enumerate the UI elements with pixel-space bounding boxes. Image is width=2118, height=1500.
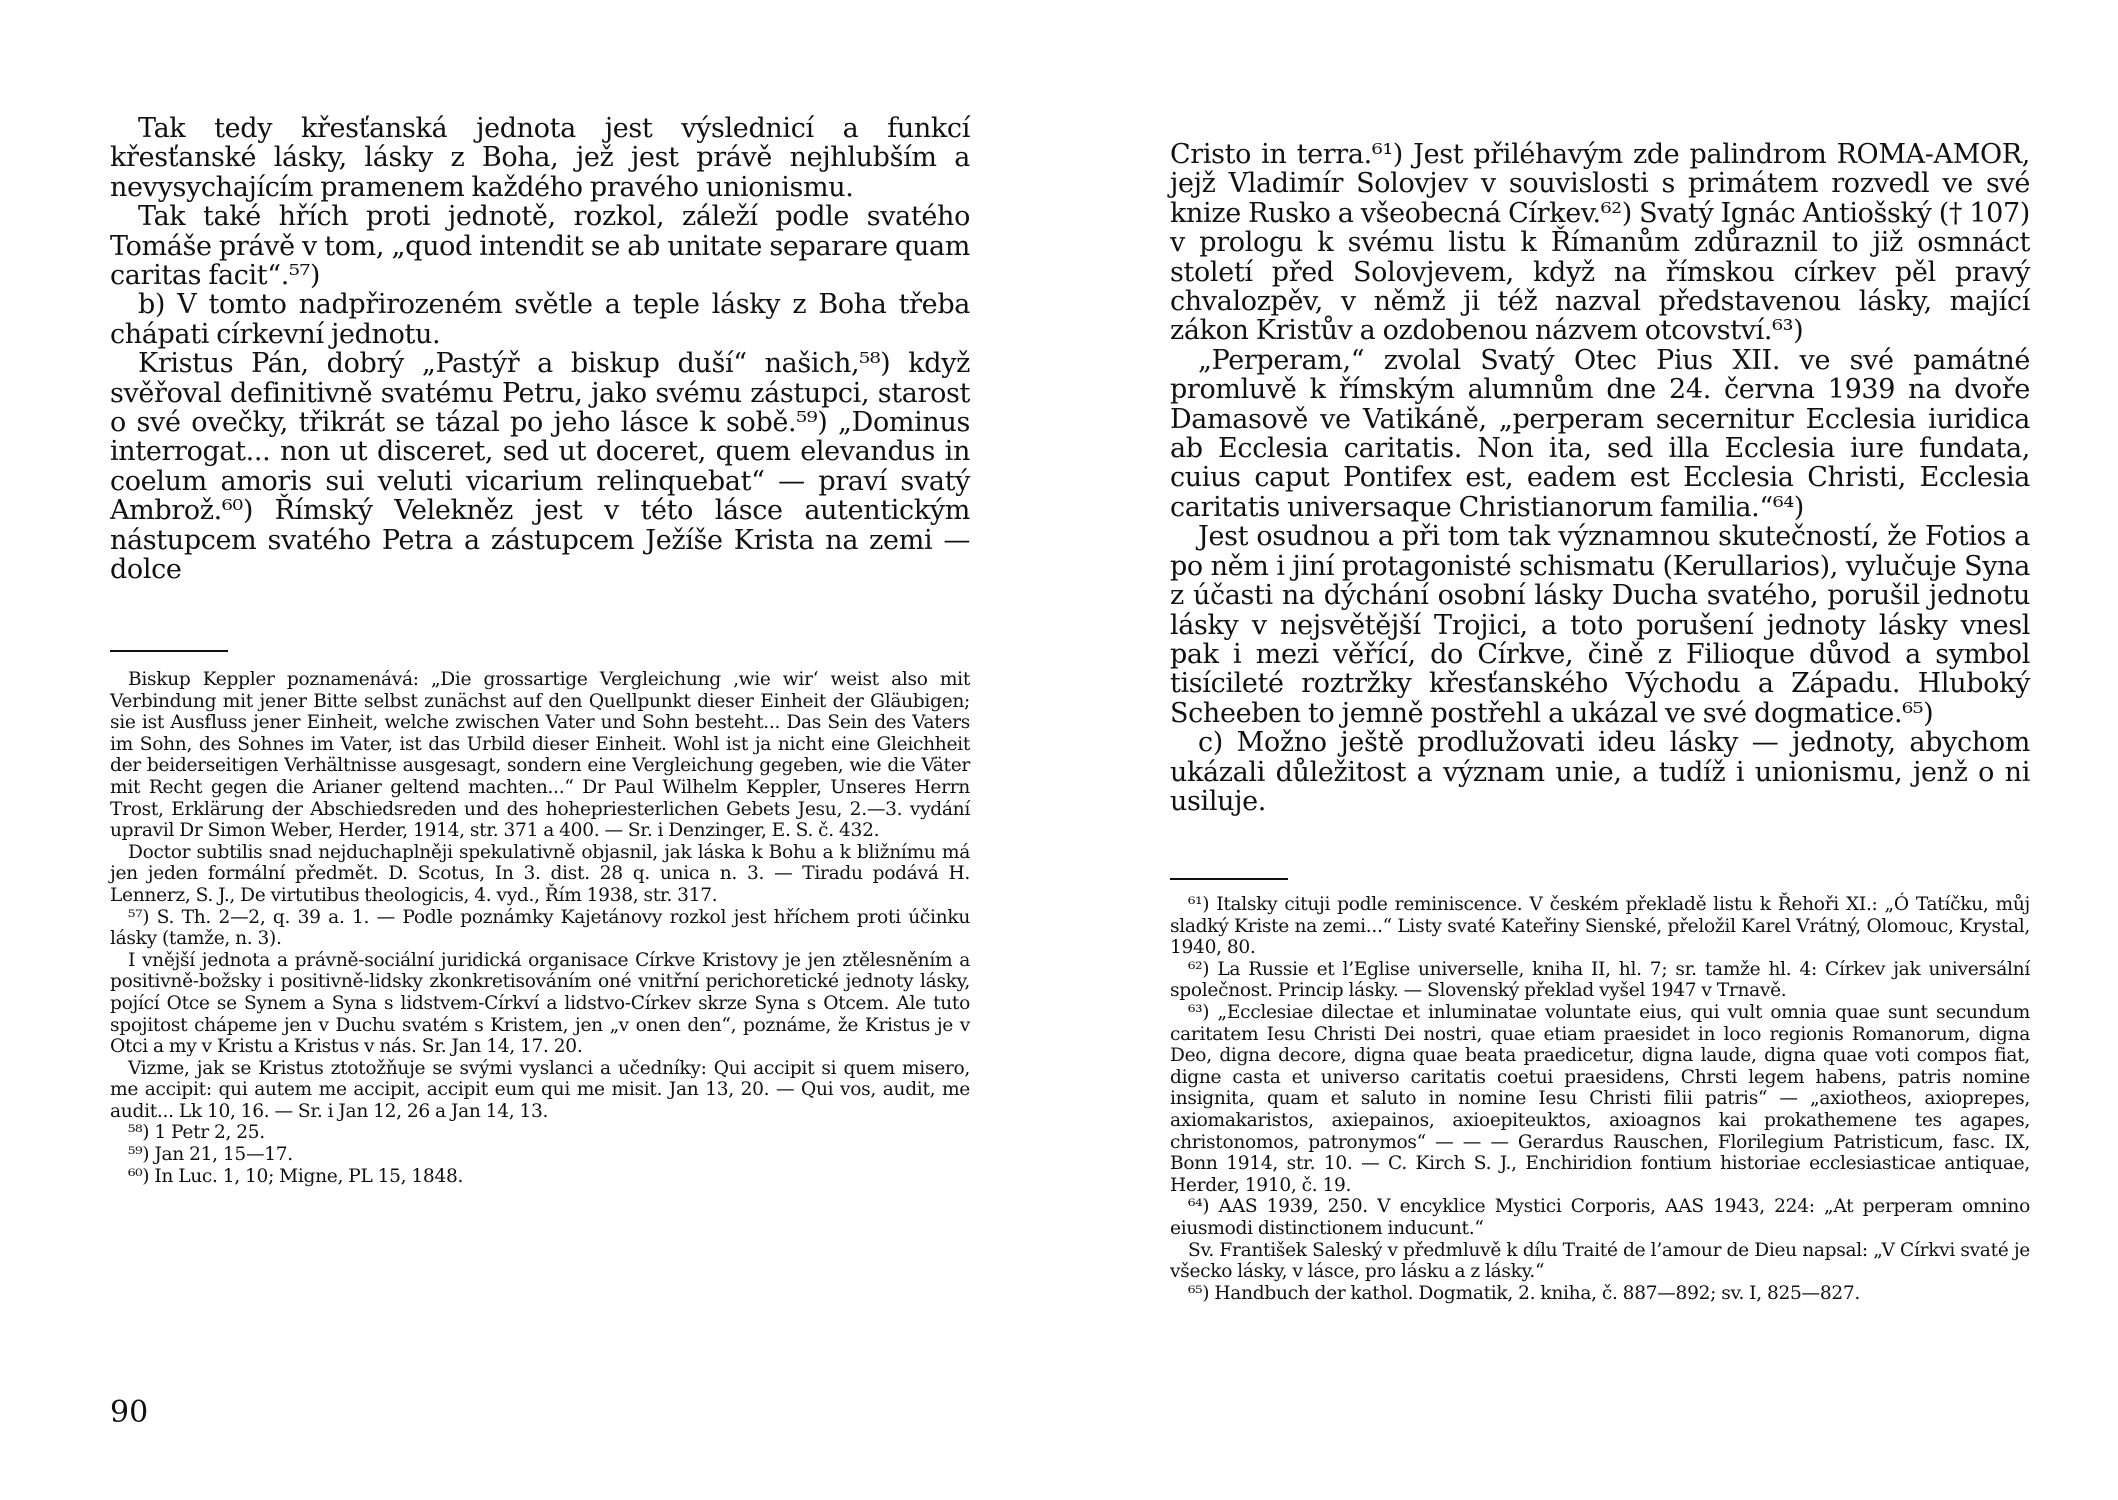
right-footnote: ⁶¹) Italsky cituji podle reminiscence. V českém překladě listu k Řehoři XI.: „Ó Tatíčku, můj sladký Kriste na zemi...“ Listy svaté Kateřiny Sienské, přeložil Karel Vrátný, Olomouc, Krystal, 1940, 80. xyxy=(1170,894,2030,959)
right-paragraph-2: „Perperam,“ zvolal Svatý Otec Pius XII. ve své památné promluvě k římským alumnům dne 24. června 1939 na dvoře Damasově ve Vatikáně, „perperam secernitur Ecclesia iuridica ab Ecclesia caritatis. Non ita, sed illa Ecclesia iure fundata, cuius caput Pontifex est, eadem est Ecclesia Christi, Ecclesia caritatis universaque Christianorum familia.“⁶⁴) xyxy=(1170,344,2030,523)
left-paragraph-1: Tak tedy křesťanská jednota jest výslednicí a funkcí křesťanské lásky, lásky z Boha, jež jest právě nejhlubším a nevysychajícím pramenem každého pravého unionismu. xyxy=(110,113,970,203)
left-page xyxy=(110,0,970,1500)
left-footnote: ⁶⁰) In Luc. 1, 10; Migne, PL 15, 1848. xyxy=(128,1165,464,1187)
right-body-text xyxy=(1170,140,2030,816)
left-footnote: ⁵⁹) Jan 21, 15—17. xyxy=(128,1144,293,1166)
right-footnote: ⁶²) La Russie et l’Eglise universelle, kniha II, hl. 7; sr. tamže hl. 4: Církev jak universální společnost. Princip lásky. — Slovenský překlad vyšel 1947 v Trnavě. xyxy=(1170,958,2030,1002)
left-footnote: Vizme, jak se Kristus ztotožňuje se svými vyslanci a učedníky: Qui accipit si quem misero, me accipit: qui autem me accipit, accipit eum qui me misit. Jan 13, 20. — Qui vos, audit, me audit... Lk 10, 16. — Sr. i Jan 12, 26 a Jan 14, 13. xyxy=(110,1057,970,1122)
left-footnote: ⁵⁸) 1 Petr 2, 25. xyxy=(128,1122,265,1144)
right-paragraph-4: c) Možno ještě prodlužovati ideu lásky — jednoty, abychom ukázali důležitost a význam unie, a tudíž i unionismu, jenž o ni usiluje. xyxy=(1170,727,2030,817)
right-footnote: ⁶³) „Ecclesiae dilectae et inluminatae voluntate eius, qui vult omnia quae sunt secundum caritatem Iesu Christi Dei nostri, quae etiam praesidet in loco regionis Romanorum, digna Deo, digna decore, digna quae beata praedicetur, digna laude, digna quae voti compos fiat, digne casta et universo caritatis coetui praesidens, Chrsti legem habens, patris nomine insignita, quam et saluto in nomine Iesu Christi filii patris“ — „axiotheos, axioprepes, axiomakaristos, axiepainos, axioepiteuktos, axioagnos kai prokathemene tes agapes, christonomos, patronymos“ — — — Gerardus Rauschen, Florilegium Patristicum, fasc. IX, Bonn 1914, str. 10. — C. Kirch S. J., Enchiridion fontium historiae ecclesiasticae antiquae, Herder, 1910, č. 19. xyxy=(1170,1001,2030,1196)
left-body-text xyxy=(110,114,970,585)
left-footnote-rule xyxy=(110,650,228,652)
right-footnotes xyxy=(1170,894,2030,1304)
left-footnote: I vnější jednota a právně-sociální juridická organisace Církve Kristovy je jen ztělesněním a positivně-božsky i positivně-lidsky zkonkretisováním oné vnitřní perichoretické jednoty lásky, pojící Otce se Synem a Syna s lidstvem-Církví a lidstvo-Církev skrze Syna s Otcem. Ale tuto spojitost chápeme jen v Duchu svatém s Kristem, jen „v onen den“, poznáme, že Kristus je v Otci a my v Kristu a Kristus v nás. Sr. Jan 14, 17. 20. xyxy=(110,949,970,1058)
left-footnote: ⁵⁷) S. Th. 2—2, q. 39 a. 1. — Podle poznámky Kajetánovy rozkol jest hříchem proti účinku lásky (tamže, n. 3). xyxy=(110,906,970,950)
right-footnote: Sv. František Saleský v předmluvě k dílu Traité de l’amour de Dieu napsal: „V Církvi svaté je všecko lásky, v lásce, pro lásku a z lásky.“ xyxy=(1170,1239,2030,1283)
right-paragraph-3: Jest osudnou a při tom tak významnou skutečností, že Fotios a po něm i jiní protagonisté schismatu (Kerullarios), vylučuje Syna z účasti na dýchání osobní lásky Ducha svatého, porušil jednotu lásky v nejsvětější Trojici, a toto porušení jednoty lásky vnesl pak i mezi věřící, do Církve, čině z Filioque důvod a symbol tisícileté roztržky křesťanského Východu a Západu. Hluboký Scheeben to jemně postřehl a ukázal ve své dogmatice.⁶⁵) xyxy=(1170,521,2030,729)
right-footnote: ⁶⁵) Handbuch der kathol. Dogmatik, 2. kniha, č. 887—892; sv. I, 825—827. xyxy=(1188,1282,1861,1304)
left-footnotes xyxy=(110,669,970,1187)
page-number: 90 xyxy=(110,1395,149,1430)
right-footnote: ⁶⁴) AAS 1939, 250. V encyklice Mystici Corporis, AAS 1943, 224: „At perperam omnino eiusmodi distinctionem inducunt.“ xyxy=(1170,1196,2030,1239)
left-paragraph-4: Kristus Pán, dobrý „Pastýř a biskup duší“ našich,⁵⁸) když svěřoval definitivně svatému Petru, jako svému zástupci, starost o své ovečky, třikrát se tázal po jeho lásce k sobě.⁵⁹) „Dominus interrogat... non ut disceret, sed ut doceret, quem elevandus in coelum amoris sui veluti vicarium relinquebat“ — praví svatý Ambrož.⁶⁰) Římský Velekněz jest v této lásce autentickým nástupcem svatého Petra a zástupcem Ježíše Krista na zemi — dolce xyxy=(110,348,970,586)
left-footnote: Doctor subtilis snad nejduchaplněji spekulativně objasnil, jak láska k Bohu a k bližnímu má jen jeden formální předmět. D. Scotus, In 3. dist. 28 q. unica n. 3. — Tiradu podává H. Lennerz, S. J., De virtutibus theologicis, 4. vyd., Řím 1938, str. 317. xyxy=(110,841,970,906)
left-paragraph-2: Tak také hřích proti jednotě, rozkol, záleží podle svatého Tomáše právě v tom, „quod intendit se ab unitate separare quam caritas facit“.⁵⁷) xyxy=(110,201,970,292)
right-footnote-rule xyxy=(1170,878,1288,880)
left-footnote: Biskup Keppler poznamenává: „Die grossartige Vergleichung ‚wie wir‘ weist also mit Verbindung mit jener Bitte selbst zunächst auf den Quellpunkt dieser Einheit der Gläubigen; sie ist Ausfluss jener Einheit, welche zwischen Vater und Sohn besteht... Das Sein des Vaters im Sohn, des Sohnes im Vater, ist das Urbild dieser Einheit. Wohl ist ja nicht eine Gleichheit der beiderseitigen Verhältnisse ausgesagt, sondern eine Vergleichung gegeben, wie die Väter mit Recht gegen die Arianer geltend machten...“ Dr Paul Wilhelm Keppler, Unseres Herrn Trost, Erklärung der Abschiedsreden und des hohepriesterlichen Gebets Jesu, 2.—3. vydání upravil Dr Simon Weber, Herder, 1914, str. 371 a 400. — Sr. i Denzinger, E. S. č. 432. xyxy=(110,669,970,842)
right-page xyxy=(1170,0,2030,1500)
left-paragraph-3: b) V tomto nadpřirozeném světle a teple lásky z Boha třeba chápati církevní jednotu. xyxy=(110,289,970,350)
right-paragraph-1: Cristo in terra.⁶¹) Jest přiléhavým zde palindrom ROMA-AMOR, jejž Vladimír Solovjev v souvislosti s primátem rozvedl ve své knize Rusko a všeobecná Církev.⁶²) Svatý Ignác Antiošský († 107) v prologu k svému listu k Římanům zdůraznil to již osmnáct století před Solovjevem, když na římskou církev pěl pravý chvalozpěv, v němž ji též nazval představenou lásky, mající zákon Kristův a ozdobenou názvem otcovství.⁶³) xyxy=(1170,139,2030,347)
